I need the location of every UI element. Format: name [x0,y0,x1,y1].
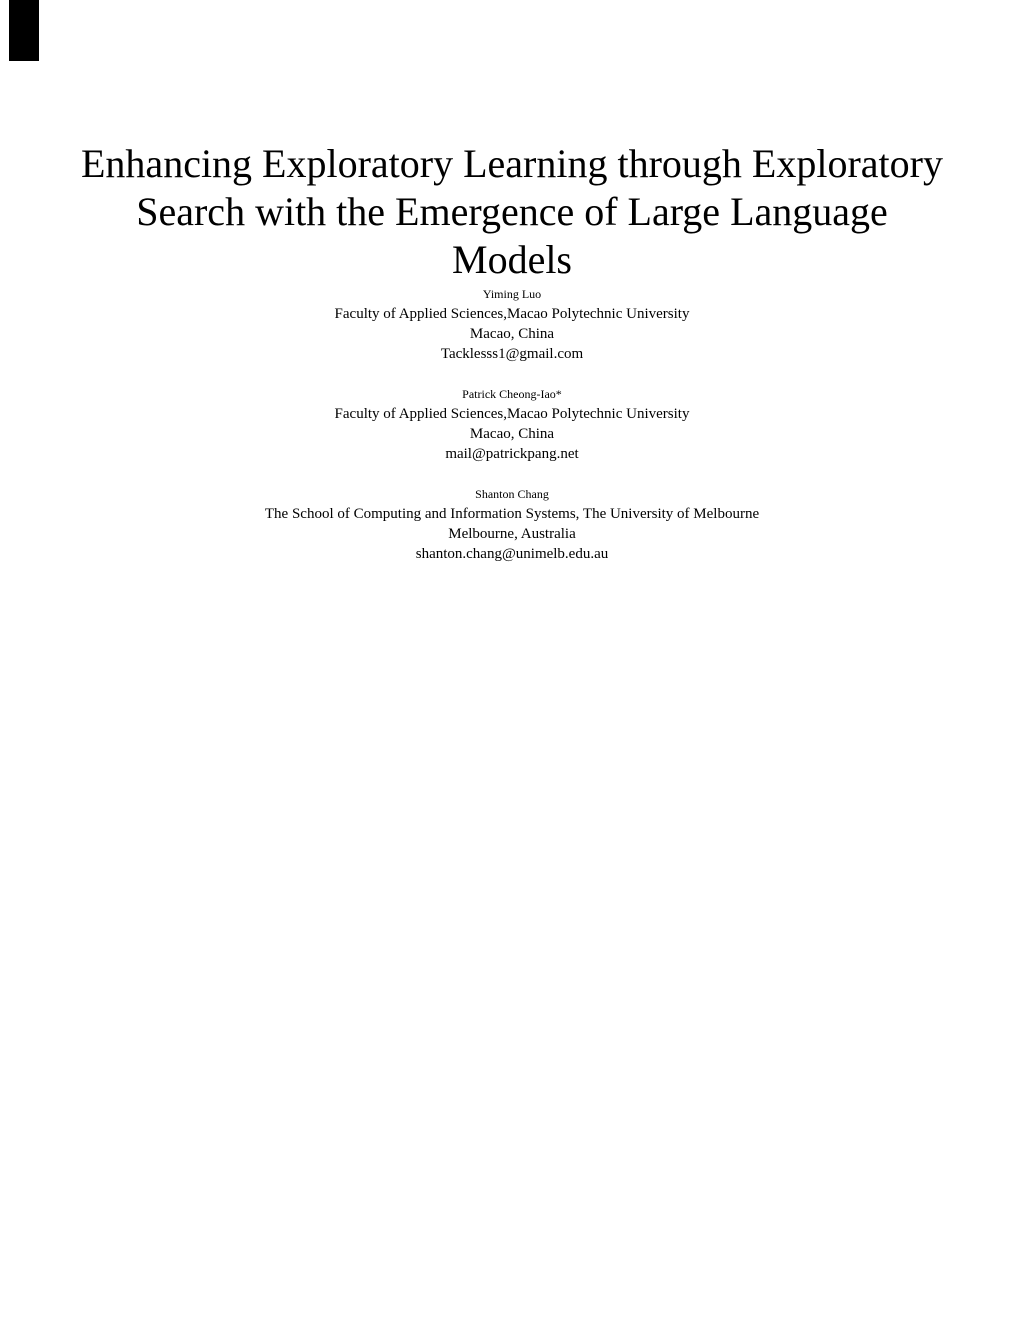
author-affiliation: The School of Computing and Information Systems, The University of Melbourne [264,506,760,522]
author-name: Yiming Luo [482,287,542,301]
author-affiliation: Faculty of Applied Sciences,Macao Polytechnic University [334,306,690,322]
title-line-1: Enhancing Exploratory Learning through Exploratory [81,141,943,186]
paper-title [0,0,1024,284]
author-affiliation: Faculty of Applied Sciences,Macao Polytechnic University [334,406,690,422]
author-name: Shanton Chang [475,487,549,501]
author-block-3 [0,484,1024,564]
author-name: Patrick Cheong-Iao* [462,387,562,401]
author-email: Tacklesss1@gmail.com [440,346,584,362]
author-email: shanton.chang@unimelb.edu.au [415,546,609,562]
author-block-2 [0,384,1024,464]
author-email: mail@patrickpang.net [445,446,579,462]
author-block-1 [0,284,1024,364]
author-location: Melbourne, Australia [448,526,576,542]
author-location: Macao, China [469,326,555,342]
author-location: Macao, China [469,426,555,442]
title-line-2: Search with the Emergence of Large Language [136,189,888,234]
corner-black-mark [9,0,39,61]
title-line-3: Models [452,237,572,282]
